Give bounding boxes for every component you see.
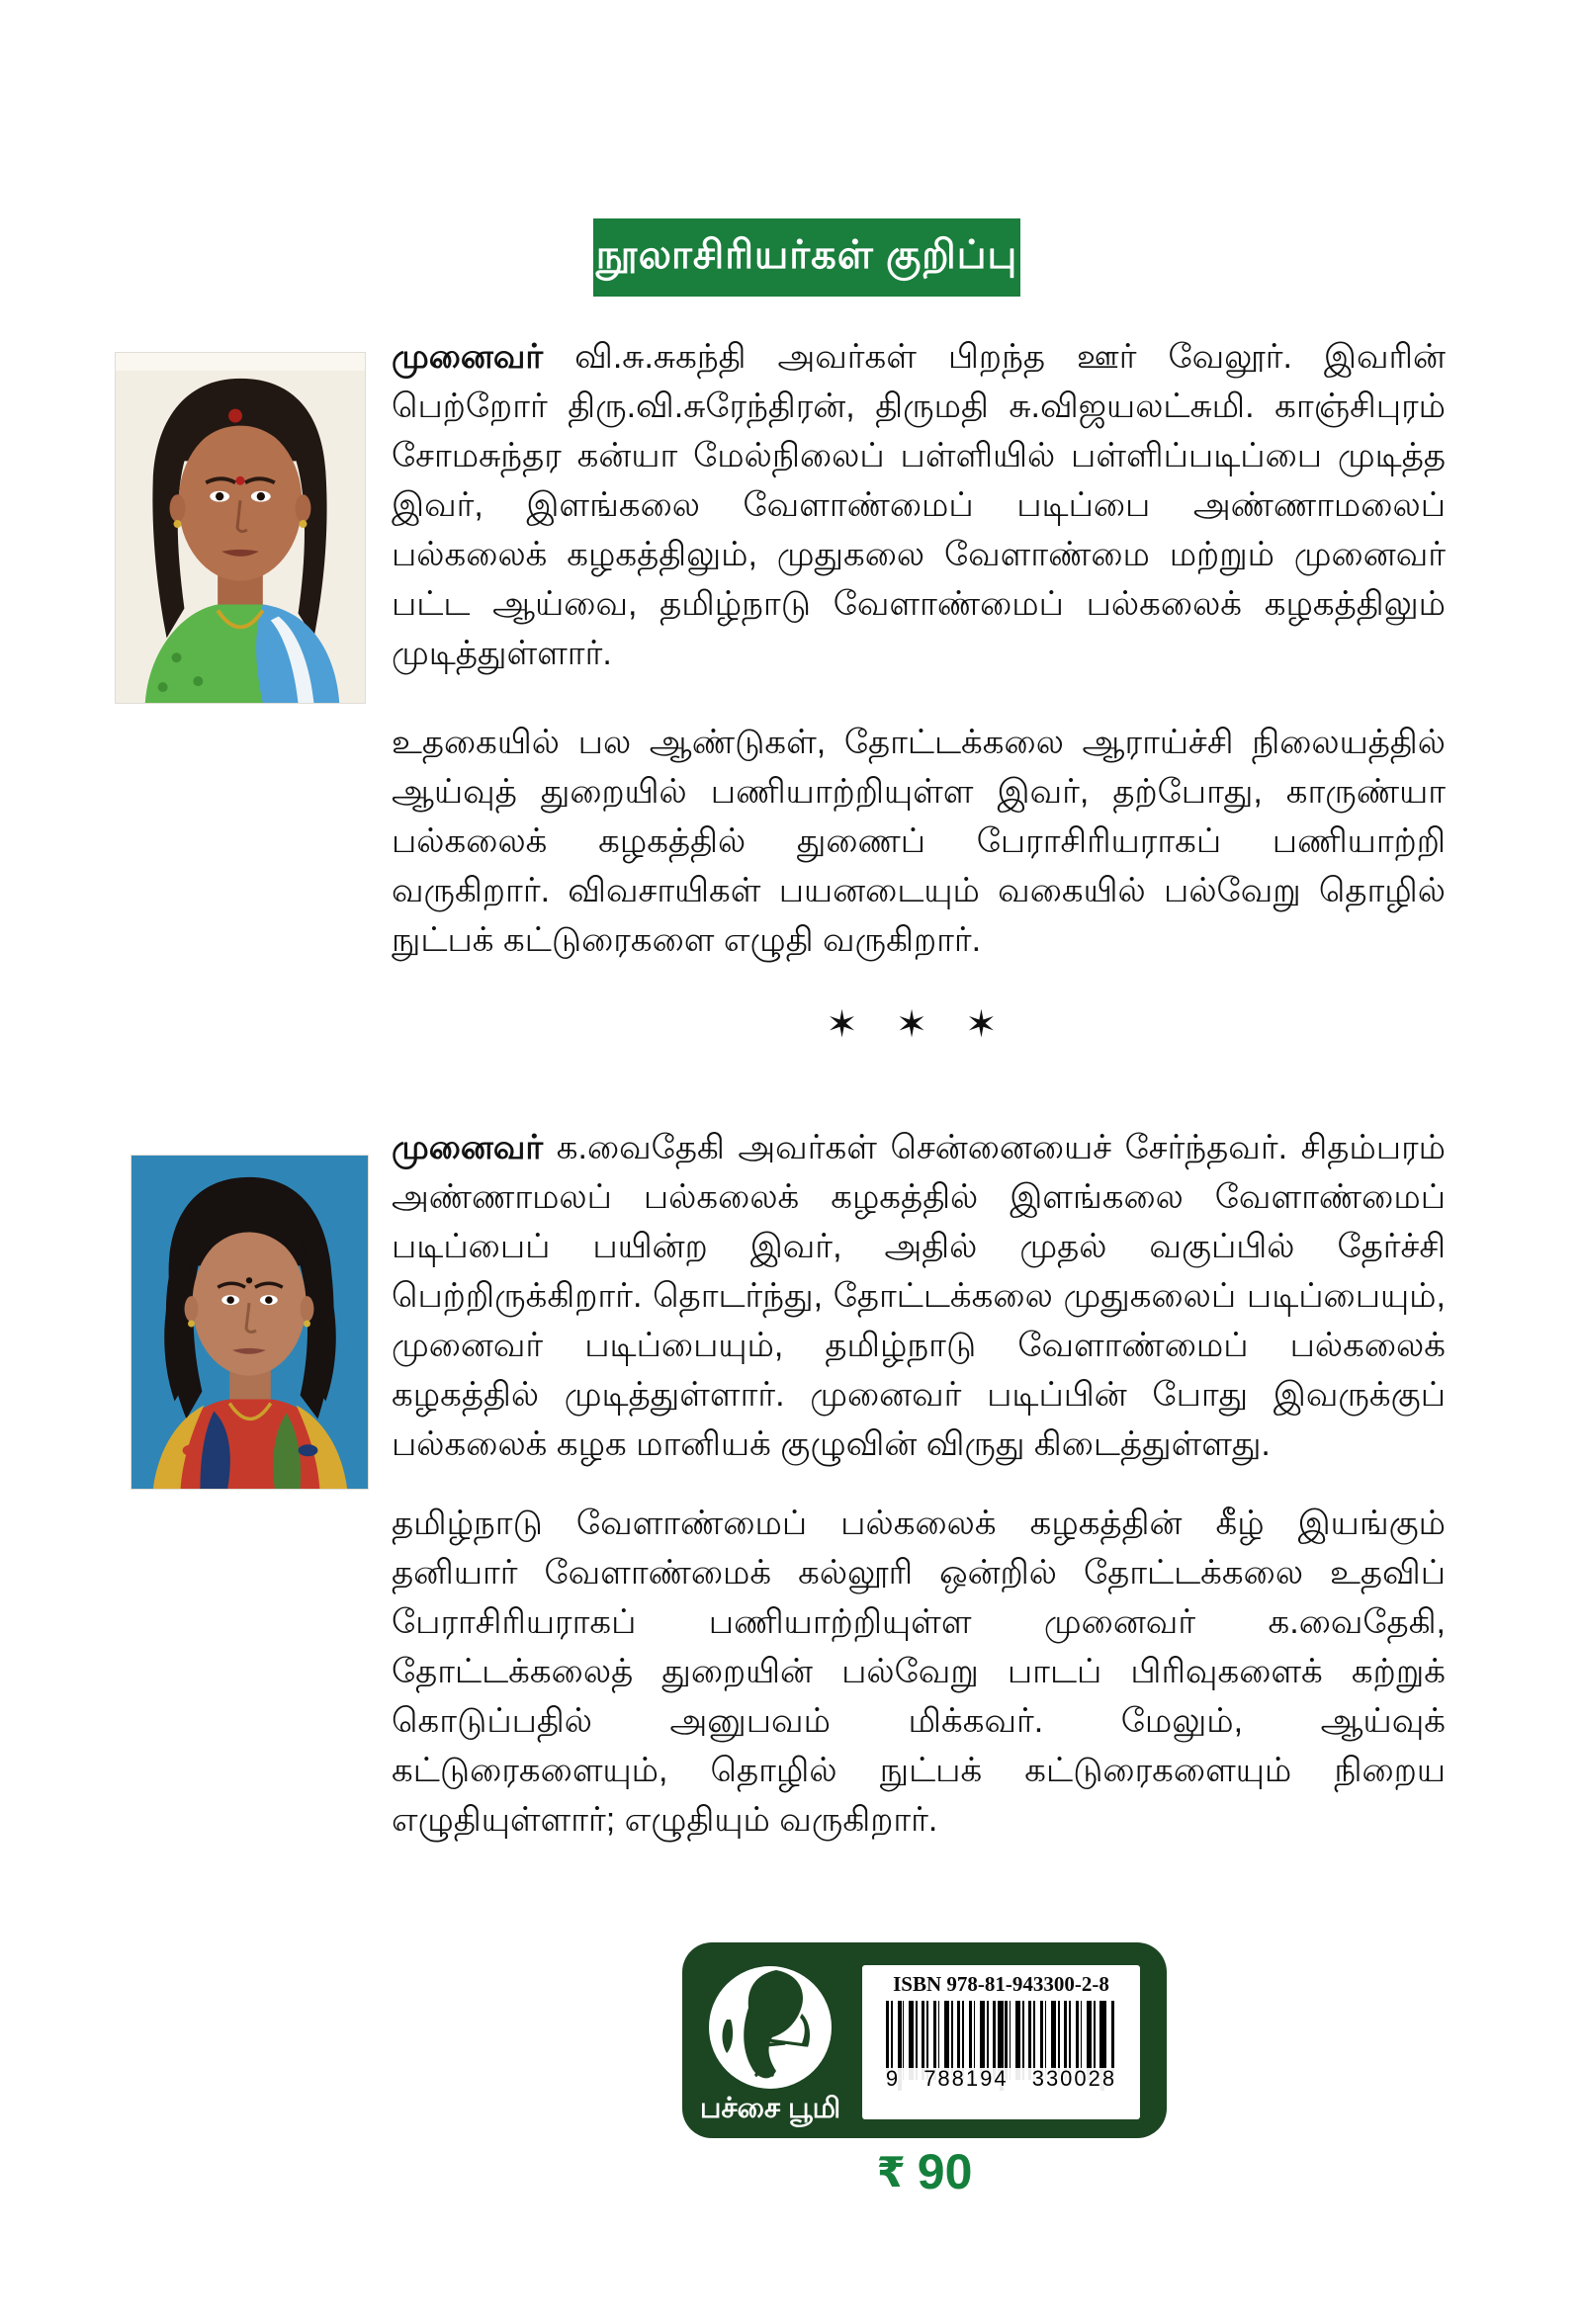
price [682,2143,1167,2200]
section-separator-stars: ✶ ✶ ✶ [826,1004,1011,1046]
author1-intro-lead: முனைவர் [392,338,544,376]
price-amount: 90 [917,2144,973,2199]
author2-intro-text: க.வைதேகி அவர்கள் சென்னையைச் சேர்ந்தவர். சிதம்பரம் அண்ணாமலப் பல்கலைக் கழகத்தில் இளங்கலை வேளாண்மைப் படிப்பைப் பயின்ற இவர், அதில் முதல் வகுப்பில் தேர்ச்சி பெற்றிருக்கிறார். தொடர்ந்து, தோட்டக்கலை முதுகலைப் படிப்பையும், முனைவர் படிப்பையும், தமிழ்நாடு வேளாண்மைப் பல்கலைக் கழகத்தில் முடித்துள்ளார். முனைவர் படிப்பின் போது இவருக்குப் பல்கலைக் கழக மானியக் குழுவின் விருது கிடைத்துள்ளது. [392,1129,1446,1463]
author1-career-paragraph: உதகையில் பல ஆண்டுகள், தோட்டக்கலை ஆராய்ச்சி நிலையத்தில் ஆய்வுத் துறையில் பணியாற்றியுள்ள இவர், தற்போது, காருண்யா பல்கலைக் கழகத்தில் துணைப் பேராசிரியராகப் பணியாற்றி வருகிறார். விவசாயிகள் பயனடையும் வகையில் பல்வேறு தொழில் நுட்பக் கட்டுரைகளை எழுதி வருகிறார். [392,724,1446,959]
author-photo-1 [115,352,366,704]
rupee-symbol: ₹ [876,2149,906,2195]
barcode [876,2001,1126,2092]
author2-intro-paragraph [392,1123,1446,1469]
author1-intro-text: வி.சு.சுகந்தி அவர்கள் பிறந்த ஊர் வேலூர். இவரின் பெற்றோர் திரு.வி.சுரேந்திரன், திருமதி சு.விஜயலட்சுமி. காஞ்சிபுரம் சோமசுந்தர கன்யா மேல்நிலைப் பள்ளியில் பள்ளிப்படிப்பை முடித்த இவர், இளங்கலை வேளாண்மைப் படிப்பை அண்ணாமலைப் பல்கலைக் கழகத்திலும், முதுகலை வேளாண்மை மற்றும் முனைவர் பட்ட ஆய்வை, தமிழ்நாடு வேளாண்மைப் பல்கலைக் கழகத்திலும் முடித்துள்ளார். [392,338,1446,672]
author-photo-1-illustration [116,353,365,703]
author1-intro-paragraph [392,332,1446,678]
author2-intro-lead: முனைவர் [392,1129,544,1166]
author-photo-2 [131,1155,369,1490]
isbn-text: ISBN 978-81-943300-2-8 [893,1972,1109,1996]
page-title-banner [593,218,1020,297]
barcode-digits: 9 788194 330028 [885,2066,1117,2091]
author2-career-paragraph: தமிழ்நாடு வேளாண்மைப் பல்கலைக் கழகத்தின் கீழ் இயங்கும் தனியார் வேளாண்மைக் கல்லூரி ஒன்றில் தோட்டக்கலை உதவிப் பேராசிரியராகப் பணியாற்றியுள்ள முனைவர் க.வைதேகி, தோட்டக்கலைத் துறையின் பல்வேறு பாடப் பிரிவுகளைக் கற்றுக் கொடுப்பதில் அனுபவம் மிக்கவர். மேலும், ஆய்வுக் கட்டுரைகளையும், தொழில் நுட்பக் கட்டுரைகளையும் நிறைய எழுதியுள்ளார்; எழுதியும் வருகிறார். [392,1505,1446,1839]
isbn-panel [862,1965,1140,2119]
publisher-footer-box [682,1942,1167,2138]
publisher-logo [707,1964,834,2093]
publisher-logo-icon [707,1964,834,2091]
publisher-name: பச்சை பூமி [699,2093,841,2124]
page-title: நூலாசிரியர்கள் குறிப்பு [595,232,1018,277]
author-photo-2-illustration [132,1156,368,1489]
